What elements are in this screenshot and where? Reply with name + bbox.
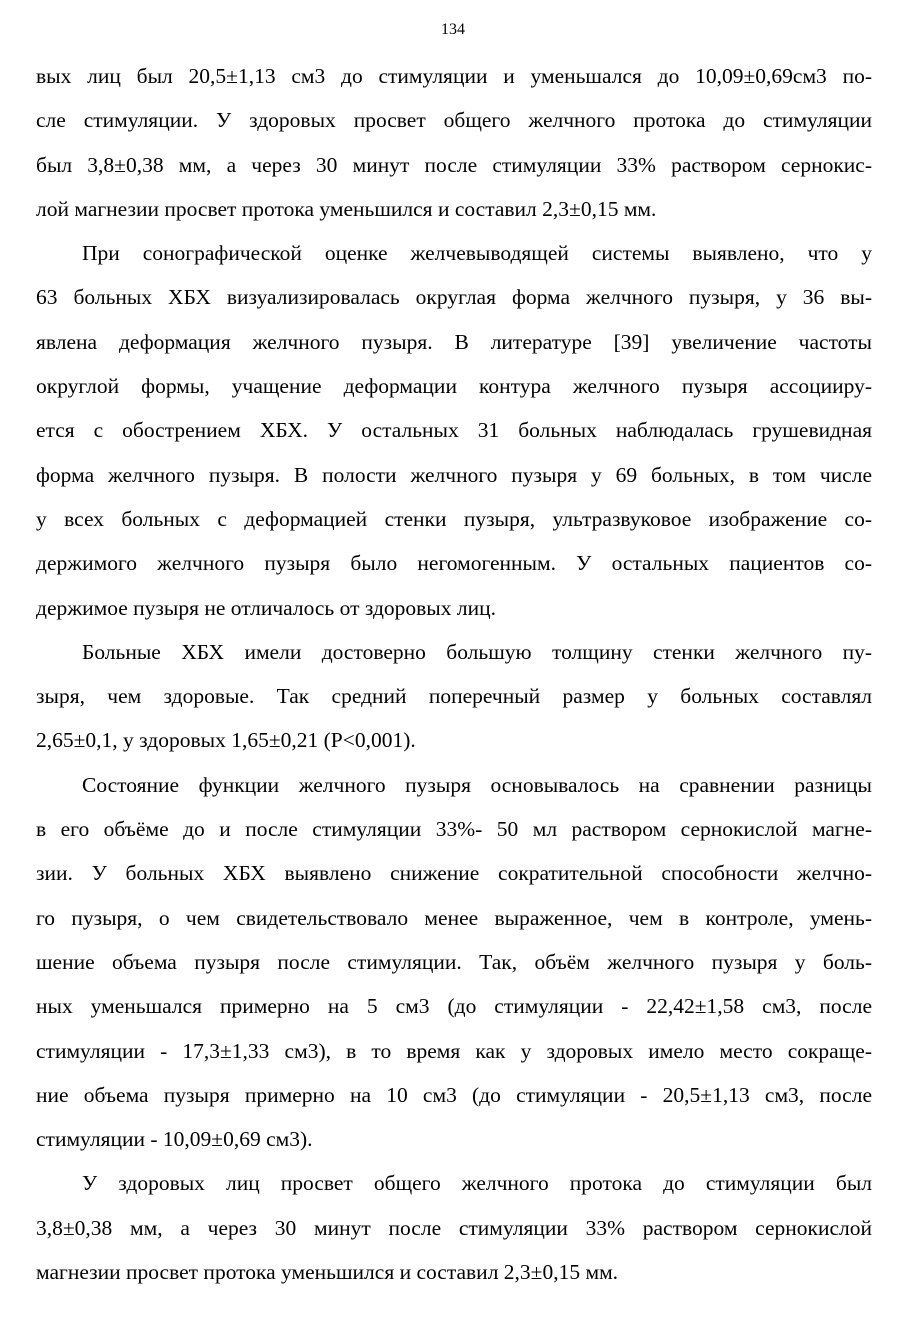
text-line: зыря, чем здоровые. Так средний поперечный размер у больных составлял [36,684,872,709]
paragraph [36,1161,872,1294]
text-line: стимуляции - 17,3±1,33 см3), в то время как у здоровых имело место сокраще- [36,1038,872,1063]
text-line: округлой формы, учащение деформации контура желчного пузыря ассоцииру- [36,374,872,399]
text-line: был 3,8±0,38 мм, а через 30 минут после стимуляции 33% раствором сернокис- [36,152,872,177]
text-line: явлена деформация желчного пузыря. В литературе [39] увеличение частоты [36,329,872,354]
paragraph [36,763,872,1162]
text-line: Больные ХБХ имели достоверно большую толщину стенки желчного пу- [82,639,872,664]
text-line: форма желчного пузыря. В полости желчного пузыря у 69 больных, в том числе [36,462,872,487]
text-line: сле стимуляции. У здоровых просвет общего желчного протока до стимуляции [36,108,872,133]
text-line: У здоровых лиц просвет общего желчного протока до стимуляции был [82,1171,872,1196]
paragraph [36,231,872,630]
text-line: стимуляции - 10,09±0,69 см3). [36,1127,313,1152]
text-line: 3,8±0,38 мм, а через 30 минут после стимуляции 33% раствором сернокислой [36,1215,872,1240]
text-line: лой магнезии просвет протока уменьшился и составил 2,3±0,15 мм. [36,196,657,221]
text-line: у всех больных с деформацией стенки пузыря, ультразвуковое изображение со- [36,506,872,531]
text-line: При сонографической оценке желчевыводящей системы выявлено, что у [82,241,872,266]
text-line: го пузыря, о чем свидетельствовало менее выраженное, чем в контроле, умень- [36,905,872,930]
paragraph [36,54,872,231]
text-line: ется с обострением ХБХ. У остальных 31 больных наблюдалась грушевидная [36,418,872,443]
text-line: вых лиц был 20,5±1,13 см3 до стимуляции и уменьшался до 10,09±0,69см3 по- [36,64,872,88]
text-line: Состояние функции желчного пузыря основывалось на сравнении разницы [82,772,872,797]
text-line: держимого желчного пузыря было негомогенным. У остальных пациентов со- [36,551,872,576]
text-line: 2,65±0,1, у здоровых 1,65±0,21 (Р<0,001). [36,728,416,753]
text-line: зии. У больных ХБХ выявлено снижение сократительной способности желчно- [36,861,872,886]
text-line: ных уменьшался примерно на 5 см3 (до стимуляции - 22,42±1,58 см3, после [36,994,872,1019]
text-line: ние объема пузыря примерно на 10 см3 (до стимуляции - 20,5±1,13 см3, после [36,1082,872,1107]
text-line: в его объёме до и после стимуляции 33%- 50 мл раствором сернокислой магне- [36,817,872,842]
document-body [36,54,872,1294]
text-line: шение объема пузыря после стимуляции. Так, объём желчного пузыря у боль- [36,949,872,974]
text-line: магнезии просвет протока уменьшился и составил 2,3±0,15 мм. [36,1260,619,1285]
text-line: держимое пузыря не отличалось от здоровых лиц. [36,595,496,620]
page-number: 134 [441,21,465,38]
text-line: 63 больных ХБХ визуализировалась округлая форма желчного пузыря, у 36 вы- [36,285,872,310]
paragraph [36,630,872,763]
